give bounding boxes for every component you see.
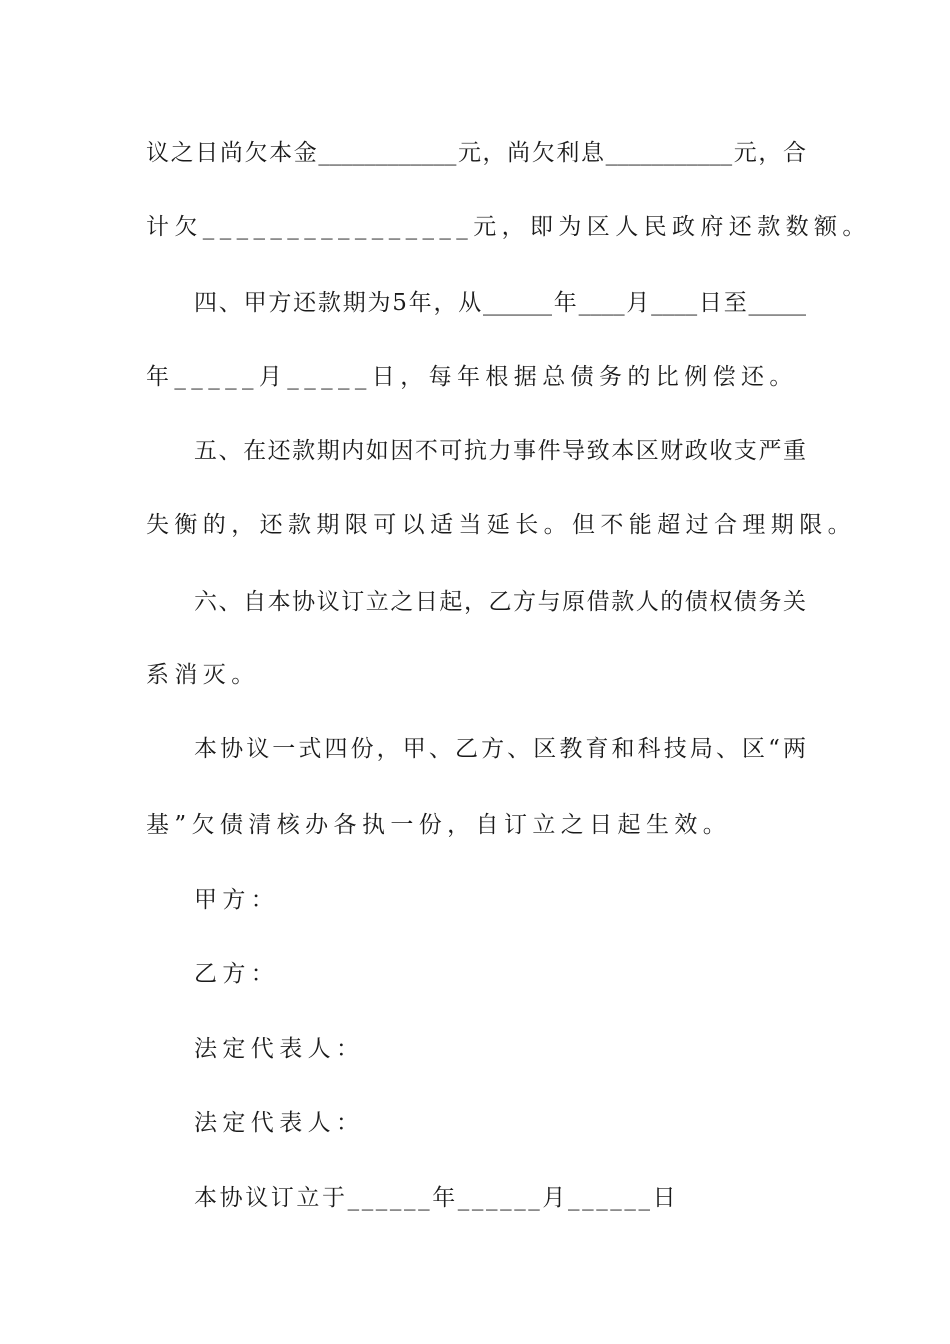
text-line-5: 五、在还款期内如因不可抗力事件导致本区财政收支严重	[194, 438, 806, 464]
legal-rep-label-1: 法定代表人：	[194, 1036, 365, 1062]
legal-rep-label-2: 法定代表人：	[194, 1110, 365, 1136]
text-line-3: 四、甲方还款期为5年，从______年____月____日至_____	[194, 290, 806, 316]
text-line-10: 基”欠债清核办各执一份，自订立之日起生效。	[146, 812, 732, 838]
text-line-9: 本协议一式四份，甲、乙方、区教育和科技局、区“两	[194, 736, 806, 762]
text-line-2: 计欠________________元，即为区人民政府还款数额。	[146, 214, 871, 240]
party-a-label: 甲方：	[194, 887, 280, 913]
signing-date-line: 本协议订立于______年______月______日	[194, 1185, 679, 1211]
text-line-4: 年_____月_____日，每年根据总债务的比例偿还。	[146, 364, 798, 390]
text-line-6: 失衡的，还款期限可以适当延长。但不能超过合理期限。	[146, 512, 856, 538]
text-line-8: 系消灭。	[146, 662, 260, 688]
text-line-1: 议之日尚欠本金____________元，尚欠利息___________元，合	[146, 140, 806, 166]
text-line-7: 六、自本协议订立之日起，乙方与原借款人的债权债务关	[194, 589, 806, 615]
party-b-label: 乙方：	[194, 961, 280, 987]
